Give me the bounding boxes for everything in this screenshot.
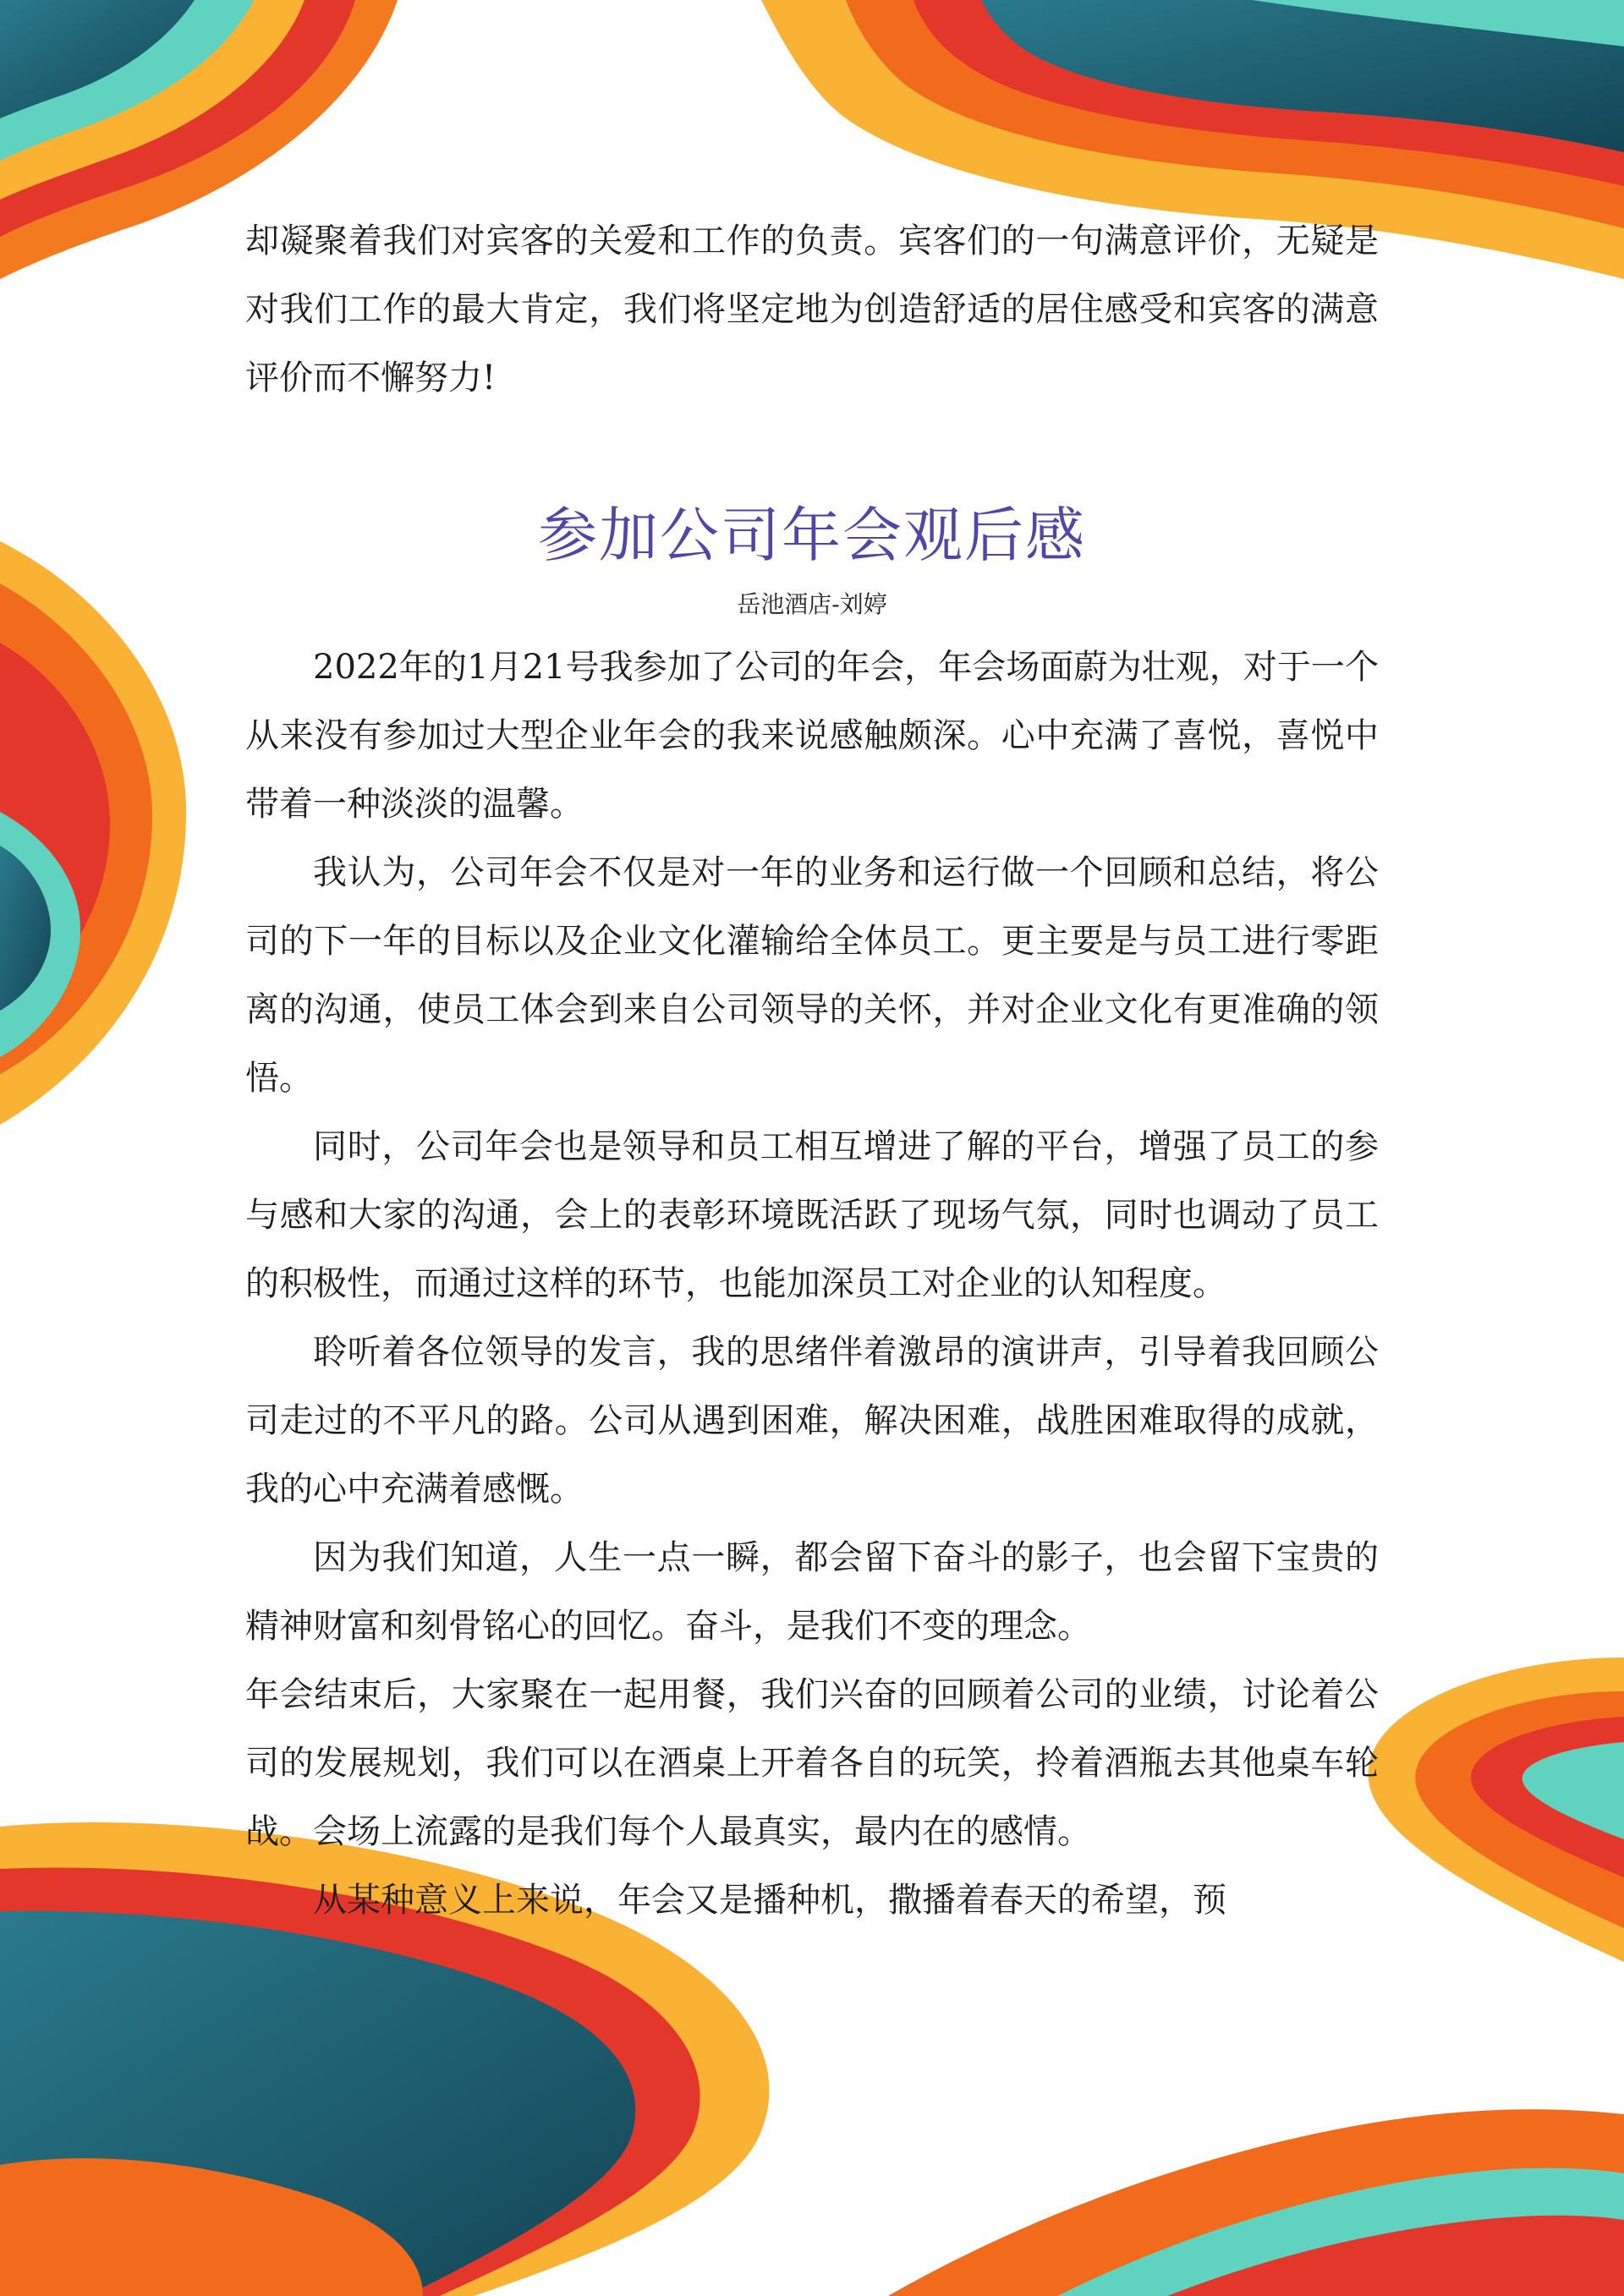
article-author: 岳池酒店-刘婷 bbox=[737, 590, 887, 618]
ribbon-right-lower bbox=[1369, 1658, 1624, 1962]
ribbon-left-middle bbox=[0, 541, 186, 1125]
intro-paragraph: 却凝聚着我们对宾客的关爱和工作的负责。宾客们的一句满意评价，无疑是对我们工作的最大肯定，我们将坚定地为创造舒适的居住感受和宾客的满意评价而不懈努力! bbox=[245, 222, 1379, 397]
paragraph-7: 从某种意义上来说，年会又是播种机，撒播着春天的希望，预 bbox=[313, 1881, 1226, 1920]
paragraph-4: 聆听着各位领导的发言，我的思绪伴着激昂的演讲声，引导着我回顾公司走过的不平凡的路。公司从遇到困难，解决困难，战胜困难取得的成就，我的心中充满着感慨。 bbox=[245, 1333, 1379, 1509]
paragraph-1: 2022年的1月21号我参加了公司的年会，年会场面蔚为壮观，对于一个从来没有参加过大型企业年会的我来说感触颇深。心中充满了喜悦，喜悦中带着一种淡淡的温馨。 bbox=[245, 648, 1379, 824]
document-body bbox=[245, 207, 1379, 1935]
article-title: 参加公司年会观后感 bbox=[538, 501, 1086, 570]
paragraph-3: 同时，公司年会也是领导和员工相互增进了解的平台，增强了员工的参与感和大家的沟通，会上的表彰环境既活跃了现场气氛，同时也调动了员工的积极性，而通过这样的环节，也能加深员工对企业的认知程度。 bbox=[245, 1127, 1379, 1303]
paragraph-5: 因为我们知道，人生一点一瞬，都会留下奋斗的影子，也会留下宝贵的精神财富和刻骨铭心的回忆。奋斗，是我们不变的理念。 bbox=[245, 1538, 1379, 1646]
paragraph-6: 年会结束后，大家聚在一起用餐，我们兴奋的回顾着公司的业绩，讨论着公司的发展规划，我们可以在酒桌上开着各自的玩笑，拎着酒瓶去其他桌车轮战。会场上流露的是我们每个人最真实，最内在的感情。 bbox=[245, 1675, 1379, 1851]
paragraph-2: 我认为，公司年会不仅是对一年的业务和运行做一个回顾和总结，将公司的下一年的目标以及企业文化灌输给全体员工。更主要是与员工进行零距离的沟通，使员工体会到来自公司领导的关怀，并对企业文化有更准确的领悟。 bbox=[245, 853, 1379, 1098]
